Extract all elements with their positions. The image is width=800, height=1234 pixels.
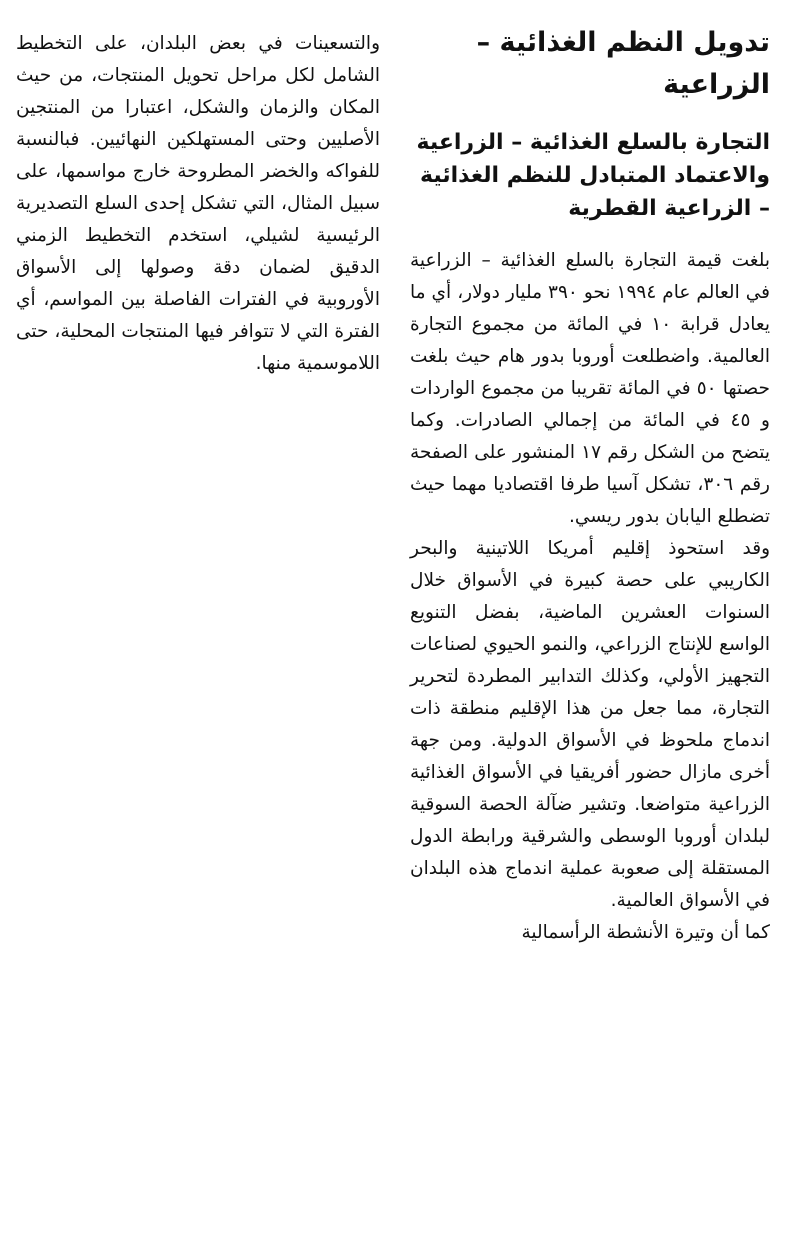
section-title: تدويل النظم الغذائية – الزراعية <box>476 27 770 100</box>
right-column <box>410 22 770 949</box>
subsection-title: التجارة بالسلع الغذائية – الزراعية والاعتماد المتبادل للنظم الغذائية – الزراعية القطرية <box>416 130 770 221</box>
paragraph-latin-america: وقد استحوذ إقليم أمريكا اللاتينية والبحر الكاريبي على حصة كبيرة في الأسواق خلال السنوات العشرين الماضية، بفضل التنويع الواسع للإنتاج الزراعي، والنمو الحيوي لصناعات التجهيز الأولي، وكذلك التدابير المطردة لتحرير التجارة، مما جعل من هذا الإقليم منطقة ذات اندماج ملحوظ في الأسواق الدولية. ومن جهة أخرى مازال حضور أفريقيا في الأسواق الغذائية الزراعية متواضعا. وتشير ضآلة الحصة السوقية لبلدان أوروبا الوسطى والشرقية ورابطة الدول المستقلة إلى صعوبة عملية اندماج هذه البلدان في الأسواق العالمية. <box>410 538 770 911</box>
paragraph-capital-activities: كما أن وتيرة الأنشطة الرأسمالية <box>521 922 770 943</box>
paragraph-trade-value: بلغت قيمة التجارة بالسلع الغذائية – الزراعية في العالم عام ١٩٩٤ نحو ٣٩٠ مليار دولار، أي ما يعادل قرابة ١٠ في المائة من مجموع التجارة العالمية. واضطلعت أوروبا بدور هام حيث بلغت حصتها ٥٠ في المائة تقريبا من مجموع الواردات و ٤٥ في المائة من إجمالي الصادرات. وكما يتضح من الشكل رقم ١٧ المنشور على الصفحة رقم ٣٠٦، تشكل آسيا طرفا اقتصاديا مهما حيث تضطلع اليابان بدور ريسي. <box>410 250 771 527</box>
left-column <box>16 28 380 380</box>
paragraph-planning: والتسعينات في بعض البلدان، على التخطيط الشامل لكل مراحل تحويل المنتجات، من حيث المكان والزمان والشكل، اعتبارا من المنتجين الأصليين وحتى المستهلكين النهائيين. فبالنسبة للفواكه والخضر المطروحة خارج مواسمها، على سبيل المثال، التي تشكل إحدى السلع التصديرية الرئيسية لشيلي، استخدم التخطيط الزمني الدقيق لضمان دقة وصولها إلى الأسواق الأوروبية في الفترات الفاصلة بين المواسم، أي الفترة التي لا تتوافر فيها المنتجات المحلية، حتى اللاموسمية منها. <box>16 33 380 374</box>
